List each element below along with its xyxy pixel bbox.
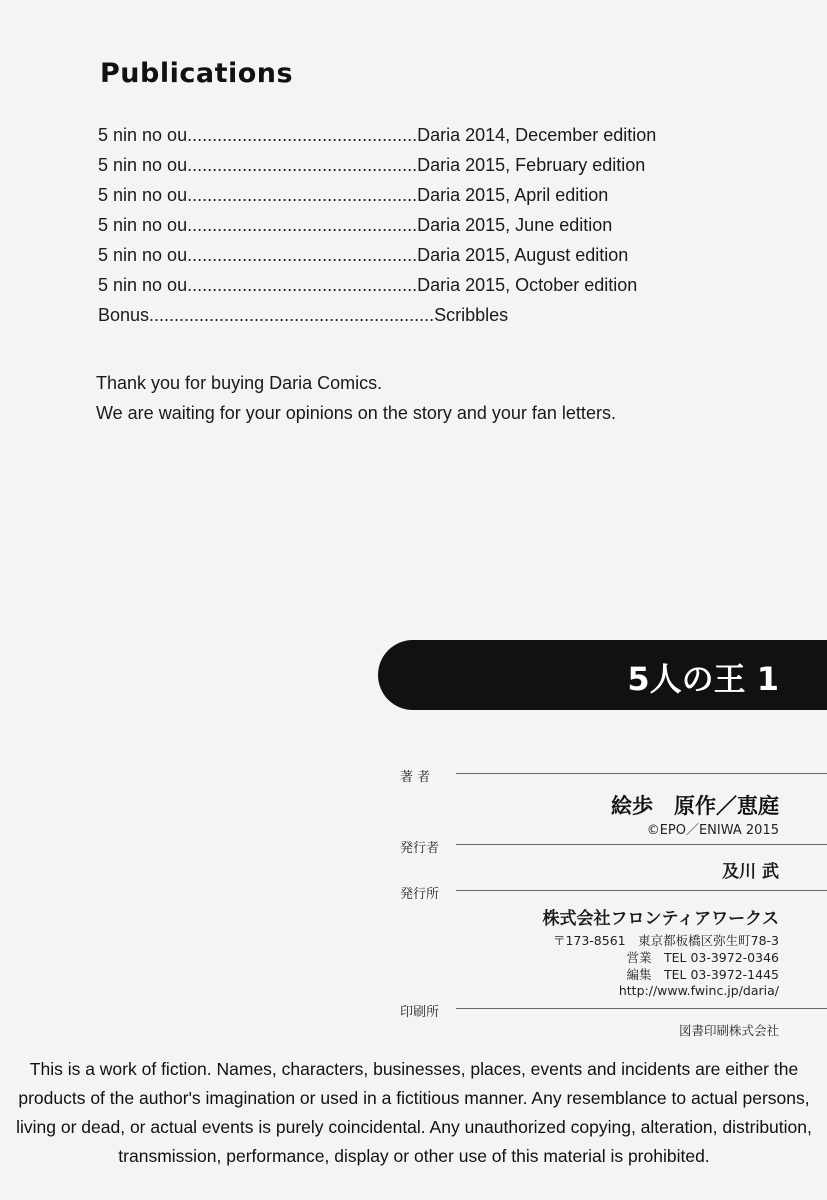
- printer-rule: [456, 1008, 827, 1009]
- issuer-name: 及川 武: [722, 862, 779, 882]
- publication-entry: 5 nin no ou..............................................Daria 2015, October edition: [98, 275, 638, 295]
- publisher-url: http://www.fwinc.jp/daria/: [618, 983, 779, 998]
- thank-you-line: Thank you for buying Daria Comics.: [96, 373, 383, 393]
- publication-entry: 5 nin no ou..............................................Daria 2014, December edition: [98, 125, 657, 145]
- printer-name: 図書印刷株式会社: [678, 1023, 779, 1038]
- disclaimer-line: transmission, performance, display or other use of this material is prohibited.: [118, 1146, 710, 1166]
- book-title-bar: [378, 640, 827, 710]
- publisher-label: 発行所: [400, 887, 440, 902]
- issuer-label: 発行者: [400, 841, 440, 856]
- publication-entry: 5 nin no ou..............................................Daria 2015, April edition: [98, 185, 609, 205]
- publication-entry: 5 nin no ou..............................................Daria 2015, February edition: [98, 155, 646, 175]
- sales-phone: 営業 TEL 03-3972-0346: [626, 950, 779, 965]
- disclaimer-line: products of the author's imagination or used in a fictitious manner. Any resemblance to actual persons,: [18, 1088, 810, 1108]
- publisher-name: 株式会社フロンティアワークス: [542, 909, 779, 929]
- author-name: 絵歩 原作／恵庭: [611, 794, 779, 818]
- fan-letter-line: We are waiting for your opinions on the story and your fan letters.: [96, 403, 616, 423]
- book-title: 5人の王 1: [627, 660, 779, 698]
- publication-entry: 5 nin no ou..............................................Daria 2015, June edition: [98, 215, 613, 235]
- publisher-rule: [456, 890, 827, 891]
- thank-you-note: [96, 368, 616, 428]
- disclaimer-line: living or dead, or actual events is purely coincidental. Any unauthorized copying, alteration, distribution,: [16, 1117, 812, 1137]
- publication-entry: 5 nin no ou..............................................Daria 2015, August edition: [98, 245, 629, 265]
- author-label: 著 者: [400, 770, 431, 785]
- copyright-notice: ©EPO／ENIWA 2015: [646, 823, 779, 838]
- publication-entry: Bonus.........................................................Scribbles: [98, 305, 509, 325]
- disclaimer-line: This is a work of fiction. Names, characters, businesses, places, events and incidents are either the: [29, 1059, 799, 1079]
- editorial-phone: 編集 TEL 03-3972-1445: [626, 967, 779, 982]
- printer-label: 印刷所: [400, 1005, 440, 1020]
- publications-list: [98, 120, 658, 330]
- publications-heading: Publications: [100, 58, 294, 89]
- author-rule: [456, 773, 827, 774]
- issuer-rule: [456, 844, 827, 845]
- publisher-address: 〒173-8561 東京都板橋区弥生町78-3: [552, 933, 779, 948]
- fiction-disclaimer: [14, 1055, 814, 1171]
